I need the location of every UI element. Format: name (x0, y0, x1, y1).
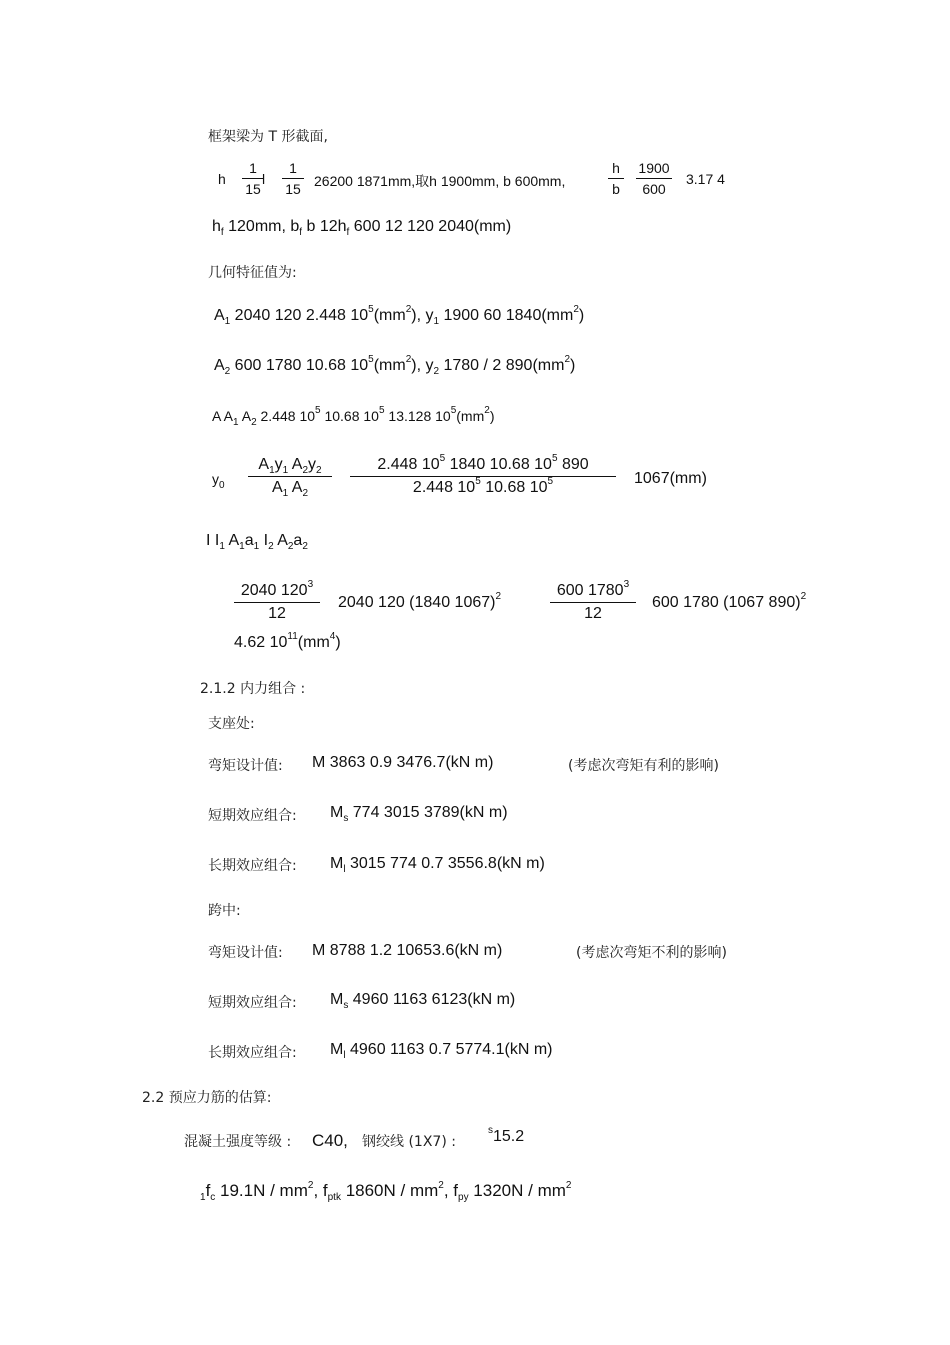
inertia-term-4: 600 1780 (1067 890)$^2$ (652, 591, 807, 611)
midspan-heading: 跨中: (208, 903, 241, 919)
midspan-moment-label: 弯矩设计值: (208, 945, 283, 961)
support-moment-expr: M 3863 0.9 3476.7(kN m) (312, 754, 494, 771)
fraction-1-15-b: 1 15 (282, 160, 304, 197)
inertia-result: 4.62 $10^{11}(mm^4)$ (234, 631, 341, 651)
midspan-moment-expr: M 8788 1.2 10653.6(kN m) (312, 942, 503, 959)
material-strength-line: $_1f_c$ $19.1N / mm^2$, $f_{ptk}$ $1860N / mm^2$, $f_{py}$ $1320N / mm^2$ (200, 1180, 572, 1203)
area-total-line: A $A_1$ $A_2$ 2.448 $10^5$ 10.68 $10^5$ 13.128 $10^5(mm^2)$ (212, 405, 495, 428)
midspan-long-expr: $M_l$ 4960 1163 0.7 5774.1(kN m) (330, 1041, 553, 1061)
section-2-1-2-heading: 2.1.2 内力组合 : (200, 681, 306, 697)
height-estimate: 26200 1871mm,取h 1900mm, b 600mm, (314, 173, 566, 189)
inertia-term-2: 2040 120 (1840 1067)$^2$ (338, 591, 502, 611)
concrete-grade-label: 混凝土强度等级 : (184, 1134, 292, 1150)
support-heading: 支座处: (208, 716, 255, 732)
support-short-expr: $M_s$ 774 3015 3789(kN m) (330, 804, 508, 824)
support-long-expr: $M_l$ 3015 774 0.7 3556.8(kN m) (330, 855, 545, 875)
flange-line: $h_f$ 120mm, $b_f$ b $12h_f$ 600 12 120 2040(mm) (212, 218, 512, 238)
support-moment-note: (考虑次弯矩有利的影响) (568, 758, 719, 774)
fraction-1-15: 1 15 (242, 160, 264, 197)
strand-diameter: $^s$15.2 (488, 1125, 525, 1145)
section-2-2-heading: 2.2 预应力筋的估算: (142, 1090, 272, 1106)
area-a1-line: $A_1$ 2040 120 2.448 $10^5(mm^2)$, $y_1$ 1900 60 $1840(mm^2)$ (214, 304, 585, 327)
y0-result: 1067(mm) (634, 470, 707, 487)
midspan-short-expr: $M_s$ 4960 1163 6123(kN m) (330, 991, 516, 1011)
fraction-h-b: h b (608, 160, 624, 197)
area-a2-line: $A_2$ 600 1780 10.68 $10^5(mm^2)$, $y_2$ 1780 / 2 $890(mm^2)$ (214, 354, 576, 377)
y0-symbol: $y_0$ (212, 471, 225, 491)
strand-label: 钢绞线 (1X7) : (362, 1134, 456, 1150)
midspan-long-label: 长期效应组合: (208, 1045, 297, 1061)
geometry-title: 几何特征值为: (208, 265, 297, 281)
y0-numeric-fraction: 2.448 $10^5$ 1840 10.68 $10^5$ 890 2.448 $10^5$ 10.68 $10^5$ (350, 456, 616, 497)
support-long-label: 长期效应组合: (208, 858, 297, 874)
support-short-label: 短期效应组合: (208, 808, 297, 824)
y0-general-fraction: $A_1y_1$ $A_2y_2$ $A_1$ $A_2$ (248, 456, 332, 497)
h-symbol: h (218, 171, 226, 187)
concrete-grade-value: C40, (312, 1131, 348, 1150)
midspan-short-label: 短期效应组合: (208, 995, 297, 1011)
l-symbol: l (262, 171, 266, 187)
inertia-fraction-1: 2040 $120^3$ 12 (234, 582, 320, 623)
support-moment-label: 弯矩设计值: (208, 758, 283, 774)
ratio-value: 3.17 4 (686, 171, 725, 187)
inertia-fraction-2: 600 1780$^3$ 12 (550, 582, 636, 623)
inertia-formula: I $I_1$ $A_1a_1$ $I_2$ $A_2a_2$ (206, 532, 308, 552)
midspan-moment-note: (考虑次弯矩不利的影响) (576, 945, 727, 961)
intro-text: 框架梁为 T 形截面, (208, 129, 328, 145)
fraction-1900-600: 1900 600 (636, 160, 672, 197)
